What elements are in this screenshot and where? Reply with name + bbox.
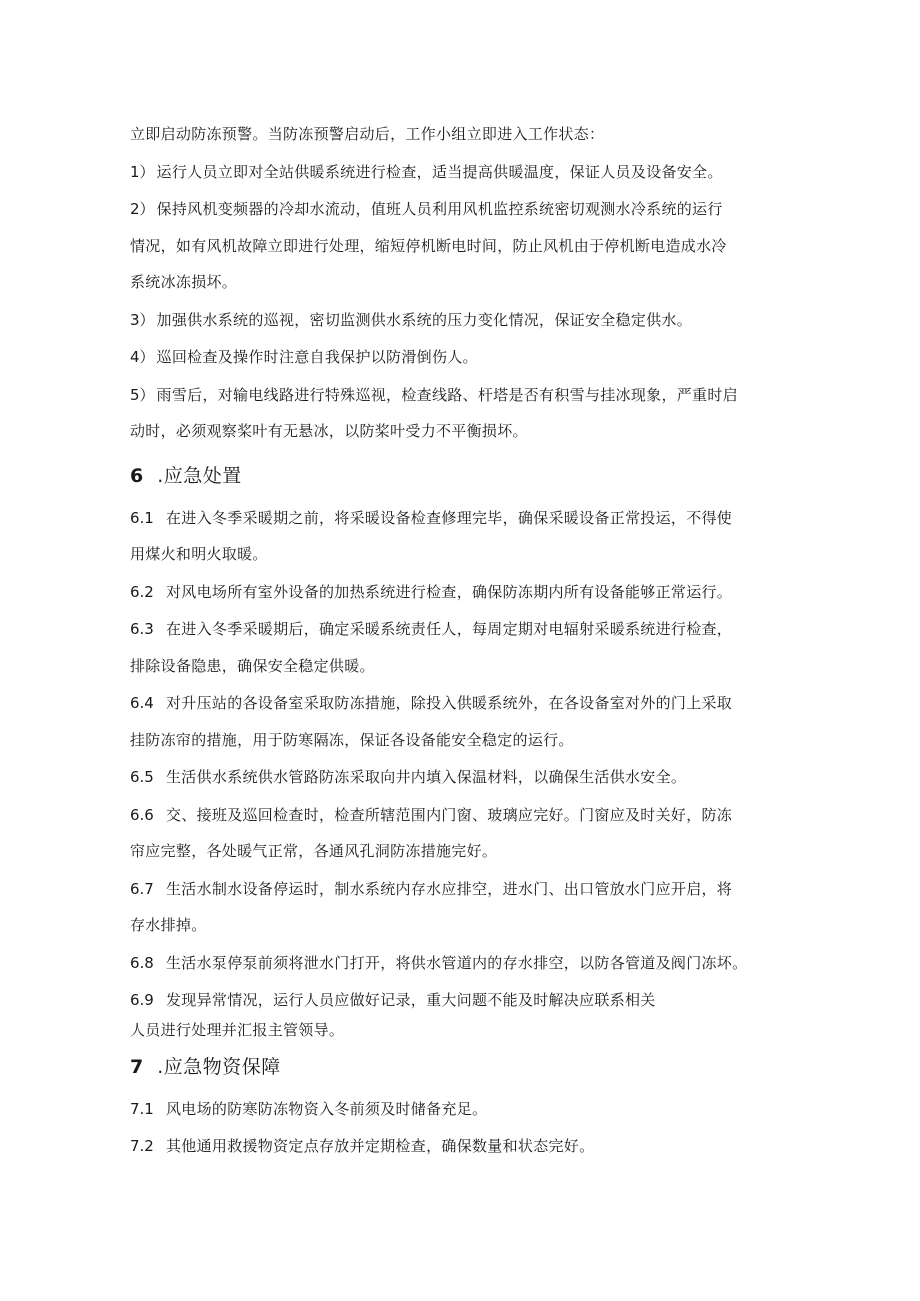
intro-lead: 立即启动防冻预警。当防冻预警启动后，工作小组立即进入工作状态： (130, 125, 605, 143)
section-6-item-4: 6.4 对升压站的各设备室采取防冻措施，除投入供暖系统外，在各设备室对外的门上采取 (130, 694, 733, 712)
intro-item-1: 1） 运行人员立即对全站供暖系统进行检查，适当提高供暖温度，保证人员及设备安全。 (130, 162, 723, 181)
section-6-item-7-cont: 存水排掉。 (130, 916, 207, 934)
section-7-item-1: 7.1 风电场的防寒防冻物资入冬前须及时储备充足。 (130, 1099, 488, 1118)
section-6-item-3-cont: 排除设备隐患，确保安全稳定供暖。 (130, 656, 375, 675)
intro-item-5-cont: 动时，必须观察桨叶有无悬冰，以防桨叶受力不平衡损坏。 (130, 422, 528, 440)
section-7-heading: 7 .应急物资保障 (130, 1055, 281, 1078)
section-6-item-9-cont: 人员进行处理并汇报主管领导。 (130, 1020, 345, 1039)
section-6-item-4-cont: 挂防冻帘的措施，用于防寒隔冻，保证各设备能安全稳定的运行。 (130, 730, 574, 749)
intro-item-2: 2） 保持风机变频器的冷却水流动，值班人员利用风机监控系统密切观测水冷系统的运行 (130, 200, 723, 218)
intro-item-4: 4） 巡回检查及操作时注意自我保护以防滑倒伤人。 (130, 348, 478, 366)
section-6-item-1: 6.1 在进入冬季采暖期之前，将采暖设备检查修理完毕，确保采暖设备正常投运，不得使 (130, 508, 733, 527)
intro-item-2-cont2: 系统冰冻损坏。 (130, 273, 238, 291)
section-6-item-6: 6.6 交、接班及巡回检查时，检查所辖范围内门窗、玻璃应完好。门窗应及时关好，防冻 (130, 805, 733, 824)
section-6-heading: 6 .应急处置 (130, 464, 242, 487)
section-6-item-6-cont: 帘应完整，各处暖气正常，各通风孔洞防冻措施完好。 (130, 842, 498, 860)
section-6-item-1-cont: 用煤火和明火取暖。 (130, 545, 268, 563)
section-6-item-2: 6.2 对风电场所有室外设备的加热系统进行检查，确保防冻期内所有设备能够正常运行。 (130, 582, 733, 601)
section-6-item-9: 6.9 发现异常情况，运行人员应做好记录，重大问题不能及时解决应联系相关 (130, 991, 656, 1009)
intro-item-5: 5） 雨雪后，对输电线路进行特殊巡视，检查线路、杆塔是否有积雪与挂冰现象，严重时启 (130, 385, 738, 404)
section-6-item-8: 6.8 生活水泵停泵前须将泄水门打开，将供水管道内的存水排空，以防各管道及阀门冻坏。 (130, 953, 748, 972)
section-6-item-3: 6.3 在进入冬季采暖期后，确定采暖系统责任人，每周定期对电辐射采暖系统进行检查， (130, 620, 733, 638)
document-body (130, 116, 795, 1165)
section-7-item-2: 7.2 其他通用救援物资定点存放并定期检查，确保数量和状态完好。 (130, 1137, 595, 1155)
intro-item-2-cont: 情况，如有风机故障立即进行处理，缩短停机断电时间，防止风机由于停机断电造成水冷 (130, 236, 727, 255)
intro-item-3: 3） 加强供水系统的巡视，密切监测供水系统的压力变化情况，保证安全稳定供水。 (130, 310, 693, 329)
section-6-item-5: 6.5 生活供水系统供水管路防冻采取向井内填入保温材料，以确保生活供水安全。 (130, 768, 687, 786)
section-6-item-7: 6.7 生活水制水设备停运时，制水系统内存水应排空，进水门、出口管放水门应开启，将 (130, 879, 733, 898)
